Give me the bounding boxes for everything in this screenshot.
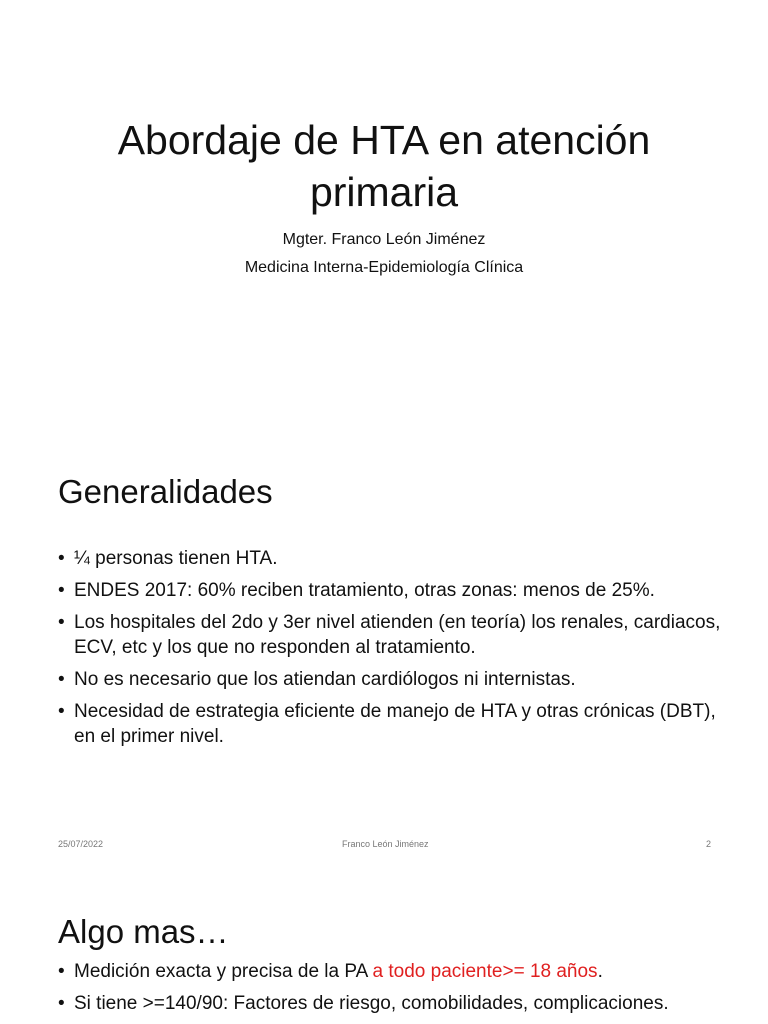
- list-item: • Si tiene >=140/90: Factores de riesgo, comobilidades, complicaciones.: [58, 993, 669, 1014]
- list-item: • ¼ personas tienen HTA.: [58, 548, 278, 569]
- bullet-icon: •: [58, 961, 65, 982]
- slide-heading: Generalidades: [58, 473, 273, 510]
- list-item: • Los hospitales del 2do y 3er nivel atienden (en teoría) los renales, cardiacos, ECV, etc y los que no responden al tratamiento.: [58, 612, 721, 658]
- algo-mas-slide: [0, 855, 768, 1024]
- bullet-list: [58, 959, 758, 1023]
- footer-date: 25/07/2022: [58, 839, 104, 849]
- bullet-icon: •: [58, 993, 65, 1014]
- slide-title-line-2: primaria: [309, 169, 459, 215]
- bullet-icon: •: [58, 548, 65, 569]
- bullet-icon: •: [58, 580, 65, 601]
- highlight-text: a todo paciente>= 18 años: [372, 961, 598, 982]
- slide-heading: Algo mas…: [58, 913, 229, 950]
- generalidades-slide: [0, 425, 768, 855]
- bullet-icon: •: [58, 612, 65, 633]
- slide-title: [0, 114, 768, 218]
- bullet-icon: •: [58, 669, 65, 690]
- bullet-list: [58, 546, 738, 756]
- slide-title-line-1: Abordaje de HTA en atención: [117, 117, 651, 163]
- footer-page-number: 2: [706, 839, 712, 849]
- list-item: • ENDES 2017: 60% reciben tratamiento, otras zonas: menos de 25%.: [58, 580, 655, 601]
- bullet-icon: •: [58, 701, 65, 722]
- author-name: Mgter. Franco León Jiménez: [282, 231, 486, 248]
- title-slide: [0, 0, 768, 425]
- list-item: • Necesidad de estrategia eficiente de manejo de HTA y otras crónicas (DBT), en el primer nivel.: [58, 701, 716, 747]
- author-affiliation: Medicina Interna-Epidemiología Clínica: [244, 259, 524, 276]
- footer-author: Franco León Jiménez: [342, 839, 429, 849]
- list-item: • Medición exacta y precisa de la PA a todo paciente>= 18 años.: [58, 961, 603, 982]
- list-item: • No es necesario que los atiendan cardiólogos ni internistas.: [58, 669, 576, 690]
